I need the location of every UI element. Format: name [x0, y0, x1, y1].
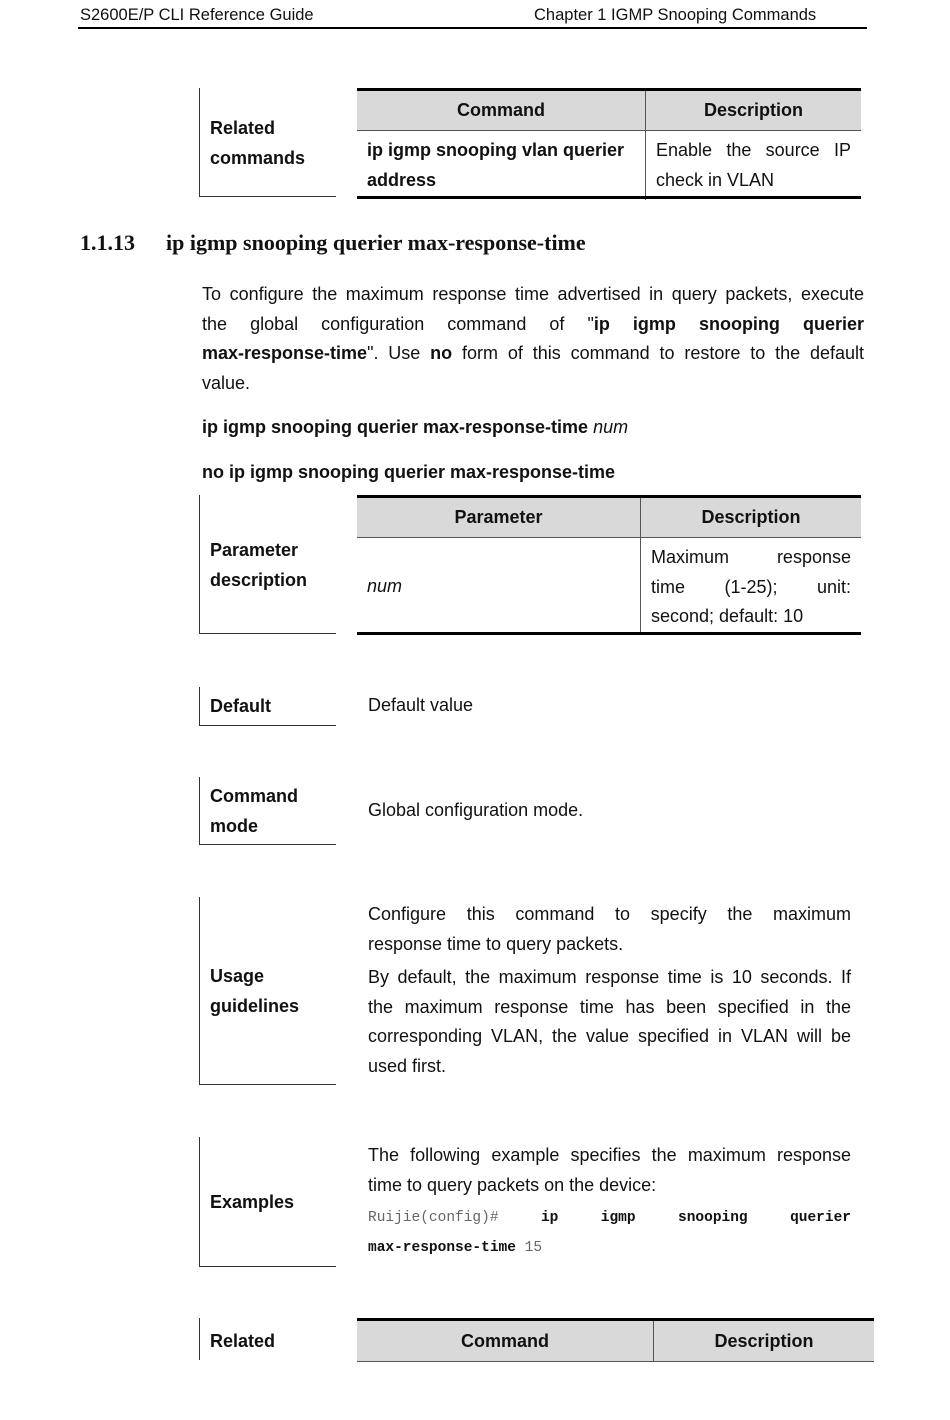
- command-mode-label: Command mode: [210, 786, 299, 836]
- related-bottom-label-box: [199, 1318, 336, 1360]
- parameter-description-label: Parameter description: [210, 540, 308, 590]
- parameter-description-label-box: [199, 495, 336, 634]
- default-label: Default: [210, 696, 272, 716]
- usage-guidelines-label: Usage guidelines: [210, 966, 300, 1016]
- example-code-line-1: Ruijie(config)# ip igmp snooping querier: [368, 1210, 851, 1226]
- parameter-name-cell: num: [367, 575, 403, 596]
- related-commands-label-box: [199, 88, 336, 197]
- syntax-no-command: no ip igmp snooping querier max-response-time: [202, 462, 616, 482]
- examples-label-box: [199, 1137, 336, 1267]
- example-code-line-2: max-response-time 15: [368, 1240, 543, 1256]
- parameter-table: [357, 495, 861, 635]
- command-mode-value: Global configuration mode.: [368, 800, 584, 820]
- default-value: Default value: [368, 695, 474, 715]
- table-bottom-rule: [357, 196, 861, 199]
- examples-description: The following example specifies the maximum response time to query packets on the device:: [368, 1145, 851, 1195]
- usage-guidelines-label-box: [199, 897, 336, 1085]
- usage-paragraph-1: Configure this command to specify the maximum response time to query packets.: [368, 904, 851, 954]
- col-description-header: Description: [641, 497, 862, 538]
- header-right: Chapter 1 IGMP Snooping Commands: [534, 6, 817, 24]
- header-left: S2600E/P CLI Reference Guide: [80, 6, 314, 24]
- section-title: ip igmp snooping querier max-response-time: [166, 230, 586, 255]
- related-bottom-label: Related: [210, 1331, 276, 1351]
- intro-paragraph: To configure the maximum response time advertised in query packets, execute the global configuration command of "ip igmp snooping querier max-response-time". Use no form of this command to restore to the default value.: [202, 284, 865, 393]
- header-rule: [78, 27, 867, 29]
- related-command-cell: ip igmp snooping vlan querier address: [367, 140, 625, 190]
- related-bottom-table: [357, 1318, 874, 1362]
- col-parameter-header: Parameter: [357, 497, 641, 538]
- syntax-command: ip igmp snooping querier max-response-time num: [202, 417, 629, 437]
- col-command-header: Command: [357, 90, 646, 131]
- col-description-header: Description: [646, 90, 862, 131]
- parameter-description-cell: Maximum response time (1-25); unit: second; default: 10: [641, 538, 862, 635]
- examples-label: Examples: [210, 1192, 295, 1212]
- col-description-header: Description: [654, 1320, 875, 1362]
- table-bottom-rule: [357, 632, 861, 635]
- related-commands-label: Related commands: [210, 118, 306, 168]
- usage-paragraph-2: By default, the maximum response time is 10 seconds. If the maximum response time has been specified in the corresponding VLAN, the value specified in VLAN will be used first.: [368, 967, 851, 1076]
- command-mode-label-box: [199, 777, 336, 845]
- related-description-cell: Enable the source IP check in VLAN: [646, 131, 862, 200]
- related-commands-table: [357, 88, 861, 200]
- section-number: 1.1.13: [80, 230, 135, 255]
- default-label-box: [199, 687, 336, 726]
- col-command-header: Command: [357, 1320, 654, 1362]
